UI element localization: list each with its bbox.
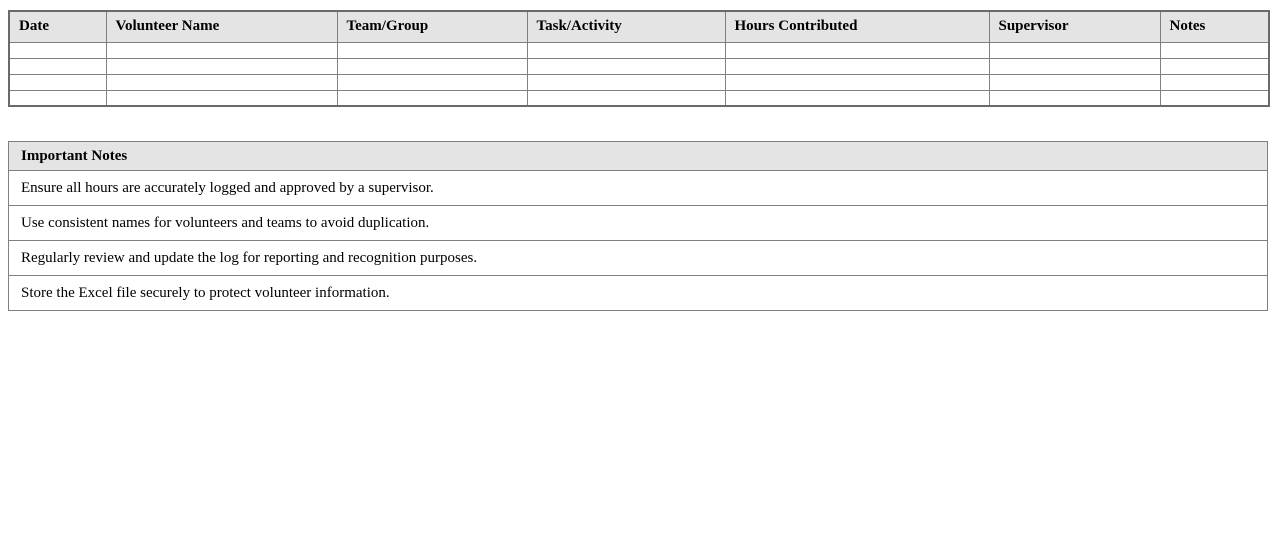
- notes-header-row: [9, 142, 1268, 171]
- column-header-volunteer-name: Volunteer Name: [106, 11, 337, 42]
- column-header-date: Date: [9, 11, 106, 42]
- column-header-task-activity: Task/Activity: [527, 11, 725, 42]
- column-header-hours-contributed: Hours Contributed: [725, 11, 989, 42]
- empty-cell: [725, 42, 989, 58]
- empty-cell: [989, 42, 1160, 58]
- log-table-empty-row: [9, 74, 1269, 90]
- empty-cell: [106, 42, 337, 58]
- note-item: Store the Excel file securely to protect volunteer information.: [9, 276, 1268, 311]
- empty-cell: [9, 74, 106, 90]
- empty-cell: [527, 90, 725, 106]
- empty-cell: [1160, 90, 1269, 106]
- note-item: Regularly review and update the log for reporting and recognition purposes.: [9, 241, 1268, 276]
- important-notes-table: [8, 141, 1268, 311]
- empty-cell: [989, 58, 1160, 74]
- column-header-supervisor: Supervisor: [989, 11, 1160, 42]
- empty-cell: [725, 74, 989, 90]
- empty-cell: [989, 90, 1160, 106]
- empty-cell: [725, 58, 989, 74]
- column-header-team-group: Team/Group: [337, 11, 527, 42]
- empty-cell: [337, 58, 527, 74]
- empty-cell: [527, 58, 725, 74]
- note-row: [9, 171, 1268, 206]
- log-table-empty-row: [9, 58, 1269, 74]
- empty-cell: [527, 74, 725, 90]
- empty-cell: [1160, 58, 1269, 74]
- empty-cell: [527, 42, 725, 58]
- note-item: Use consistent names for volunteers and teams to avoid duplication.: [9, 206, 1268, 241]
- volunteer-log-table: [8, 10, 1270, 107]
- empty-cell: [9, 58, 106, 74]
- empty-cell: [989, 74, 1160, 90]
- note-row: [9, 206, 1268, 241]
- empty-cell: [337, 74, 527, 90]
- log-table-empty-row: [9, 90, 1269, 106]
- note-row: [9, 276, 1268, 311]
- empty-cell: [337, 90, 527, 106]
- empty-cell: [1160, 42, 1269, 58]
- empty-cell: [106, 58, 337, 74]
- note-row: [9, 241, 1268, 276]
- note-item: Ensure all hours are accurately logged and approved by a supervisor.: [9, 171, 1268, 206]
- empty-cell: [106, 74, 337, 90]
- empty-cell: [9, 90, 106, 106]
- empty-cell: [106, 90, 337, 106]
- log-table-empty-row: [9, 42, 1269, 58]
- empty-cell: [725, 90, 989, 106]
- notes-section-title: Important Notes: [9, 142, 1268, 171]
- column-header-notes: Notes: [1160, 11, 1269, 42]
- empty-cell: [1160, 74, 1269, 90]
- empty-cell: [337, 42, 527, 58]
- empty-cell: [9, 42, 106, 58]
- log-table-header-row: [9, 11, 1269, 42]
